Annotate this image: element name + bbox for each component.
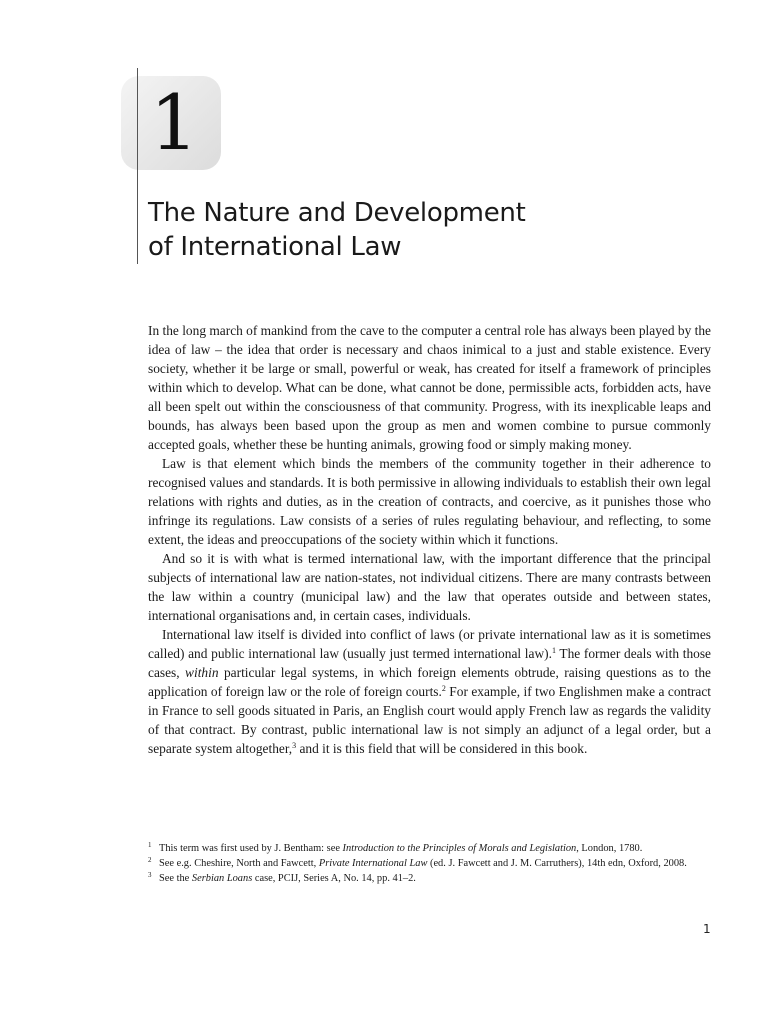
paragraph-4 (148, 625, 711, 758)
chapter-title-line-1: The Nature and Development (148, 198, 526, 228)
paragraph-4-text-c: particular legal systems, in which foreign elements obtrude, raising questions as to the application of foreign law or the role of foreign courts. (148, 665, 711, 699)
footnote-text: See the (159, 873, 192, 884)
footnote-ref-2[interactable]: 2 (441, 684, 446, 693)
footnote-text: (ed. J. Fawcett and J. M. Carruthers), 14th edn, Oxford, 2008. (427, 858, 687, 869)
footnote-title: Introduction to the Principles of Morals and Legislation (342, 843, 577, 854)
footnotes (148, 841, 711, 886)
footnote-1 (148, 841, 711, 856)
paragraph-3: And so it is with what is termed international law, with the important difference that the principal subjects of international law are nation-states, not individual citizens. There are many contrasts between the law within a country (municipal law) and the law that operates outside and between states, international organisations and, in certain cases, individuals. (148, 551, 711, 623)
paragraph-4-emphasis: within (185, 665, 219, 680)
paragraph-4-text-b: The former deals with those cases, (148, 646, 711, 680)
footnote-title: Private International Law (318, 858, 428, 869)
footnote-number: 3 (148, 871, 152, 879)
chapter-body (148, 321, 711, 758)
chapter-divider-rule (137, 68, 138, 264)
footnote-text: case, PCIJ, Series A, No. 14, pp. 41–2. (252, 873, 416, 884)
chapter-title (148, 196, 525, 264)
paragraph-4-text-d: For example, if two Englishmen make a contract in France to sell goods situated in Paris, an English court would apply French law as regards the validity of that contract. By contrast, public international law is not simply an adjunct of a legal order, but a separate system altogether, (148, 684, 711, 756)
paragraph-4-text-e: and it is this field that will be considered in this book. (296, 741, 588, 756)
chapter-number: 1 (150, 78, 199, 167)
paragraph-1: In the long march of mankind from the cave to the computer a central role has always been played by the idea of law – the idea that order is necessary and chaos inimical to a just and stable existence. Every society, whether it be large or small, powerful or weak, has created for itself a framework of principles within which to develop. What can be done, what cannot be done, permissible acts, forbidden acts, have all been spelt out within the consciousness of that community. Progress, with its inexplicable leaps and bounds, has always been based upon the group as men and women combine to pursue commonly accepted goals, whether these be hunting animals, growing food or simply making money. (148, 323, 711, 452)
footnote-text: This term was first used by J. Bentham: see (159, 843, 343, 854)
page-number: 1 (703, 922, 711, 936)
footnote-text: See e.g. Cheshire, North and Fawcett, (159, 858, 319, 869)
footnote-ref-1[interactable]: 1 (551, 646, 556, 655)
chapter-title-line-2: of International Law (148, 232, 402, 262)
paragraph-2: Law is that element which binds the members of the community together in their adherence to recognised values and standards. It is both permissive in allowing individuals to establish their own legal relations with rights and duties, as in the creation of contracts, and coercive, as it punishes those who infringe its regulations. Law consists of a series of rules regulating behaviour, and reflecting, to some extent, the ideas and preoccupations of the society within which it functions. (148, 456, 711, 547)
footnote-3 (148, 871, 711, 886)
footnote-number: 1 (148, 841, 152, 849)
paragraph-4-text-a: International law itself is divided into conflict of laws (or private international law as it is sometimes called) and public international law (usually just termed international law). (148, 627, 711, 661)
footnote-text: , London, 1780. (576, 843, 643, 854)
footnote-ref-3[interactable]: 3 (292, 741, 297, 750)
footnote-2 (148, 856, 711, 871)
footnote-number: 2 (148, 856, 152, 864)
footnote-title: Serbian Loans (191, 873, 253, 884)
